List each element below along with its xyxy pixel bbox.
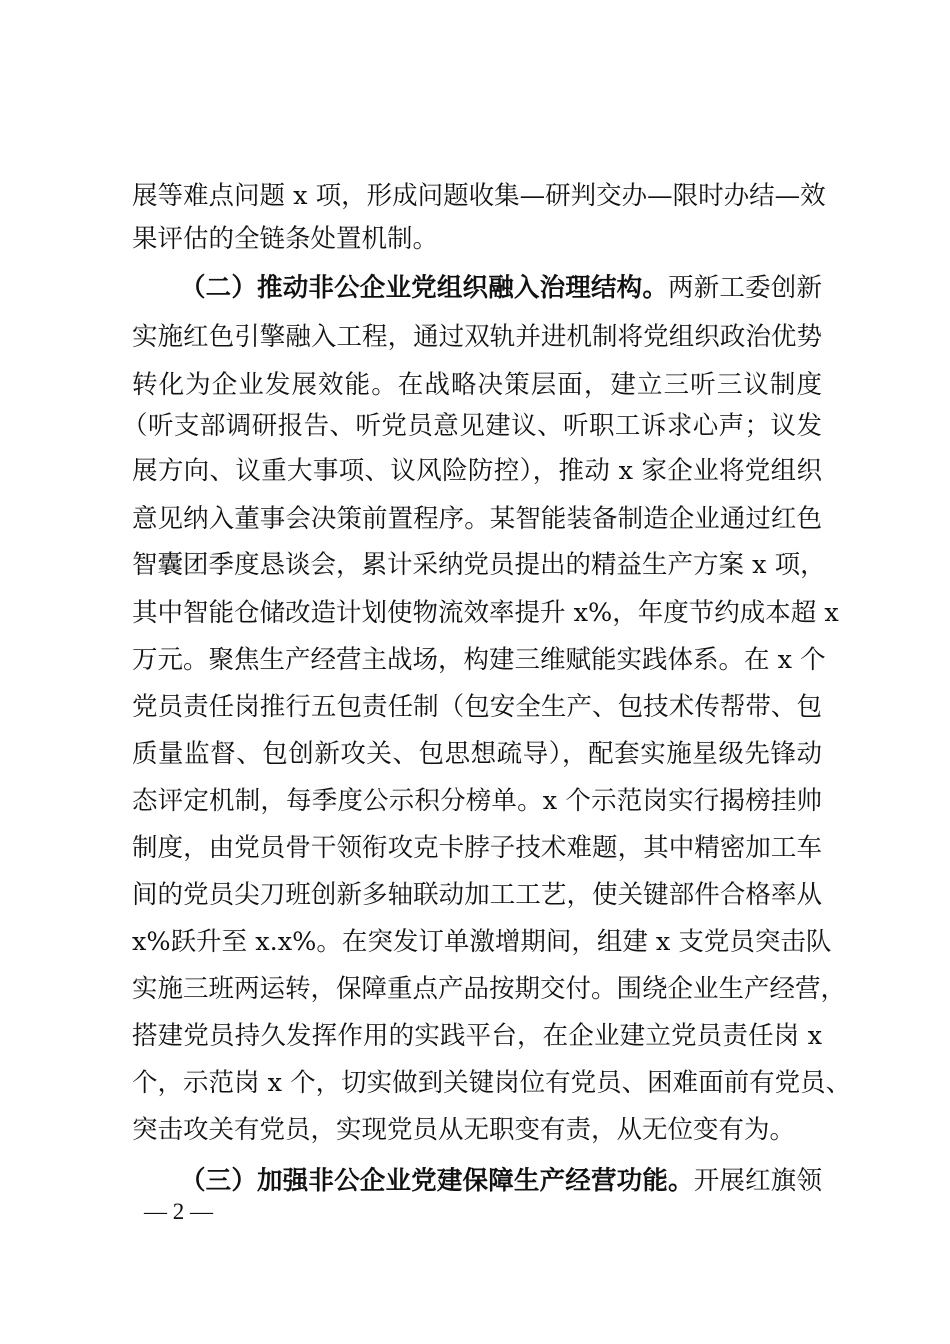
paragraph-line: 质量监督、包创新攻关、包思想疏导），配套实施星级先锋动 bbox=[132, 739, 822, 769]
paragraph-line: 展等难点问题 x 项，形成问题收集—研判交办—限时办结—效 bbox=[132, 181, 826, 211]
section-2-first-line bbox=[180, 271, 822, 305]
page-number: — 2 — bbox=[144, 1199, 213, 1224]
section-3-heading: （三）加强非公企业党建保障生产经营功能。 bbox=[180, 1166, 694, 1196]
section-2-heading: （二）推动非公企业党组织融入治理结构。 bbox=[180, 273, 669, 303]
paragraph-line: 党员责任岗推行五包责任制（包安全生产、包技术传帮带、包 bbox=[132, 692, 822, 722]
paragraph-line: 搭建党员持久发挥作用的实践平台，在企业建立党员责任岗 x bbox=[132, 1021, 822, 1051]
paragraph-line: 实施三班两运转，保障重点产品按期交付。围绕企业生产经营， bbox=[132, 974, 847, 1004]
paragraph-line: 智囊团季度恳谈会，累计采纳党员提出的精益生产方案 x 项， bbox=[132, 550, 826, 580]
paragraph-line: 其中智能仓储改造计划使物流效率提升 x%，年度节约成本超 x bbox=[132, 598, 839, 628]
paragraph-line: 意见纳入董事会决策前置程序。某智能装备制造企业通过红色 bbox=[132, 504, 822, 534]
paragraph-line: 制度，由党员骨干领衔攻克卡脖子技术难题，其中精密加工车 bbox=[132, 833, 822, 863]
paragraph-line: 态评定机制，每季度公示积分榜单。x 个示范岗实行揭榜挂帅 bbox=[132, 786, 822, 816]
paragraph-line: 展方向、议重大事项、议风险防控），推动 x 家企业将党组织 bbox=[132, 456, 822, 486]
section-3-intro-text: 开展红旗领 bbox=[693, 1166, 822, 1196]
paragraph-line: （听支部调研报告、听党员意见建议、听职工诉求心声；议发 bbox=[122, 411, 822, 441]
paragraph-line: 果评估的全链条处置机制。 bbox=[132, 224, 439, 254]
paragraph-line: 间的党员尖刀班创新多轴联动加工工艺，使关键部件合格率从 bbox=[132, 880, 822, 910]
paragraph-line: 实施红色引擎融入工程，通过双轨并进机制将党组织政治优势 bbox=[132, 322, 822, 352]
paragraph-line: 个，示范岗 x 个，切实做到关键岗位有党员、困难面前有党员、 bbox=[132, 1068, 852, 1098]
paragraph-line: 突击攻关有党员，实现党员从无职变有责，从无位变有为。 bbox=[132, 1115, 796, 1145]
section-3-first-line bbox=[180, 1164, 822, 1198]
paragraph-line: x%跃升至 x.x%。在突发订单激增期间，组建 x 支党员突击队 bbox=[132, 927, 832, 957]
section-2-intro-text: 两新工委创新 bbox=[668, 273, 822, 303]
paragraph-line: 万元。聚焦生产经营主战场，构建三维赋能实践体系。在 x 个 bbox=[132, 645, 826, 675]
paragraph-line: 转化为企业发展效能。在战略决策层面，建立三听三议制度 bbox=[132, 370, 822, 400]
